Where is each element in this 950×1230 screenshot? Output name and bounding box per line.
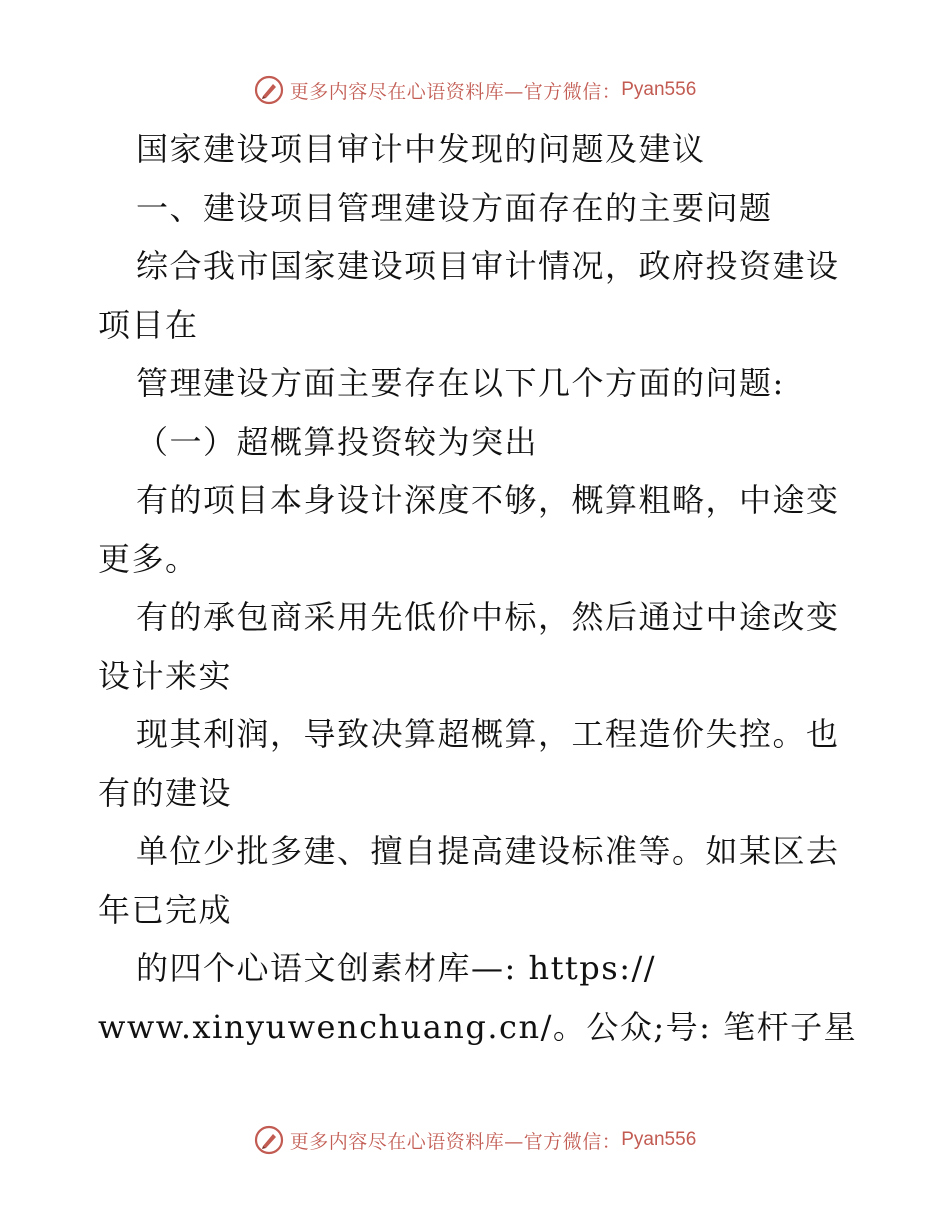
pen-logo-icon xyxy=(254,75,284,105)
paragraph-line: 有的建设 xyxy=(98,773,233,812)
section-heading: 一、建设项目管理建设方面存在的主要问题 xyxy=(136,188,773,227)
document-title: 国家建设项目审计中发现的问题及建议 xyxy=(136,130,706,168)
header-watermark-handle: Pyan556 xyxy=(621,79,697,100)
header-watermark xyxy=(0,70,950,110)
paragraph-line: 项目在 xyxy=(98,305,199,344)
paragraph-line: 单位少批多建、擅自提高建设标准等。如某区去 xyxy=(136,832,840,870)
subsection-heading: （一）超概算投资较为突出 xyxy=(136,422,539,461)
paragraph-line: 综合我市国家建设项目审计情况，政府投资建设 xyxy=(136,247,840,285)
pen-logo-icon xyxy=(254,1125,284,1155)
paragraph-line: 现其利润，导致决算超概算，工程造价失控。也 xyxy=(136,715,840,753)
document-body xyxy=(98,120,858,1056)
paragraph-line: 的四个心语文创素材库—: https:// xyxy=(136,949,657,987)
paragraph-line: 更多。 xyxy=(98,539,199,578)
footer-watermark-text: 更多内容尽在心语资料库—官方微信： xyxy=(289,1130,622,1153)
paragraph-line: 有的项目本身设计深度不够，概算粗略，中途变 xyxy=(136,481,840,519)
paragraph-line: 年已完成 xyxy=(98,890,233,929)
paragraph-line: 设计来实 xyxy=(98,656,233,695)
paragraph-line-url: www.xinyuwenchuang.cn/。公众;号: 笔杆子星 xyxy=(98,1007,858,1046)
footer-watermark xyxy=(0,1120,950,1160)
paragraph-line: 有的承包商采用先低价中标，然后通过中途改变 xyxy=(136,598,840,636)
footer-watermark-handle: Pyan556 xyxy=(621,1129,697,1150)
paragraph-line: 管理建设方面主要存在以下几个方面的问题: xyxy=(136,364,785,402)
header-watermark-text: 更多内容尽在心语资料库—官方微信： xyxy=(289,80,622,103)
